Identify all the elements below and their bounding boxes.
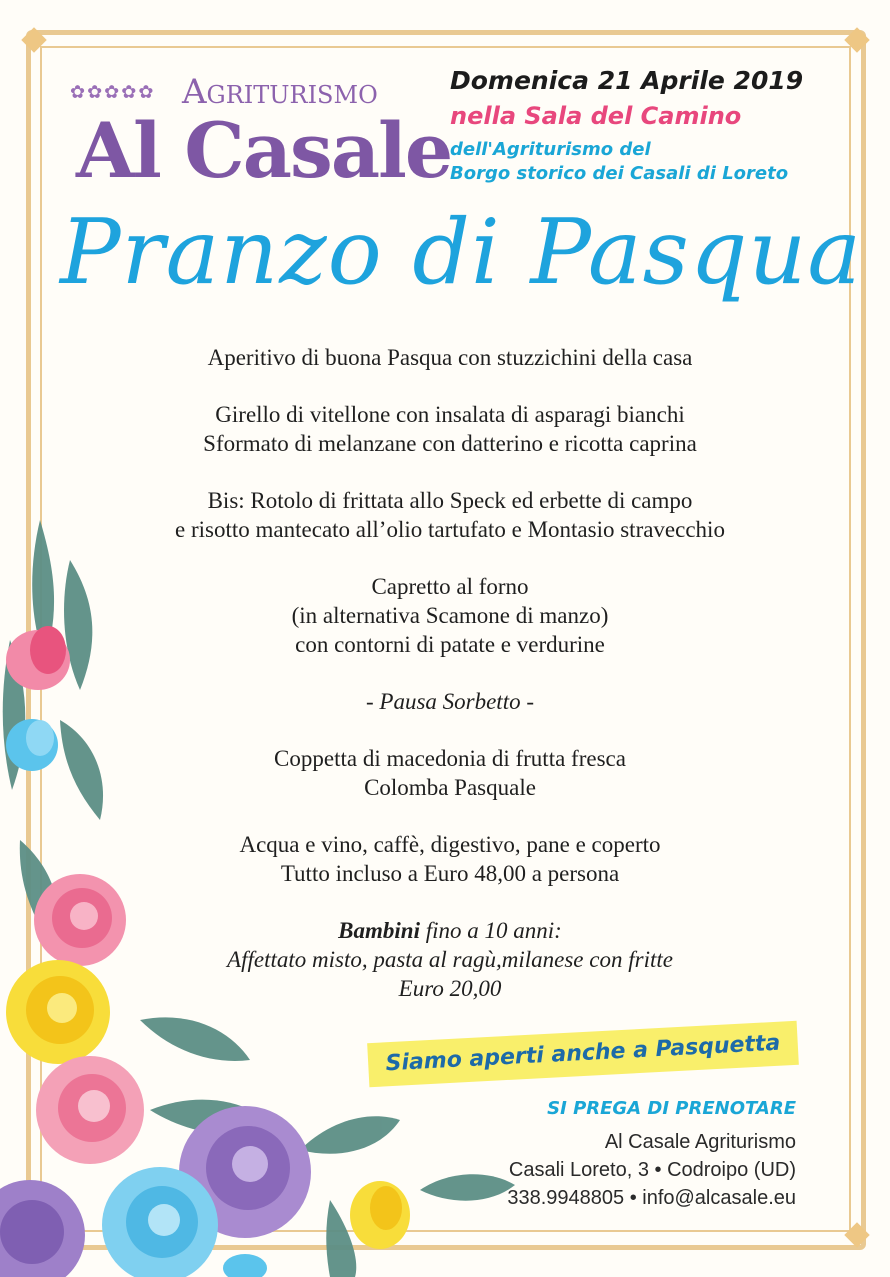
- event-date: Domenica 21 Aprile 2019: [450, 66, 804, 95]
- menu-bambini-rest: fino a 10 anni:: [419, 918, 562, 943]
- menu-secondo-3: con contorni di patate e verdurine: [295, 632, 605, 657]
- menu-antipasto-1: Girello di vitellone con insalata di asparagi bianchi: [215, 402, 685, 427]
- menu-secondo-1: Capretto al forno: [371, 574, 529, 599]
- event-place-line1: dell'Agriturismo del: [450, 139, 651, 160]
- menu-secondo-2: (in alternativa Scamone di manzo): [291, 603, 609, 628]
- contact-info: [400, 1128, 796, 1212]
- menu-pausa: - Pausa Sorbetto -: [365, 689, 534, 714]
- menu-bambini-3: Euro 20,00: [398, 976, 502, 1001]
- menu-dolce-2: Colomba Pasquale: [364, 775, 536, 800]
- menu-aperitivo: Aperitivo di buona Pasqua con stuzzichini della casa: [207, 345, 693, 370]
- page-title: Pranzo di Pasqua: [60, 200, 863, 305]
- reserve-notice: SI PREGA DI PRENOTARE: [547, 1098, 796, 1119]
- contact-phone-email: 338.9948805 • info@alcasale.eu: [507, 1187, 796, 1209]
- event-hall: nella Sala del Camino: [450, 102, 742, 130]
- menu-dolce-1: Coppetta di macedonia di frutta fresca: [274, 746, 626, 771]
- menu-bambini-1: [130, 916, 770, 945]
- logo-main-text: Al Casale: [76, 106, 452, 195]
- menu-bis-2: e risotto mantecato all’olio tartufato e Montasio stravecchio: [175, 517, 725, 542]
- menu-incluso-1: Acqua e vino, caffè, digestivo, pane e coperto: [239, 832, 661, 857]
- menu-bambini-2: Affettato misto, pasta al ragù,milanese con fritte: [227, 947, 673, 972]
- contact-address: Casali Loreto, 3 • Codroipo (UD): [508, 1159, 796, 1181]
- event-place-line2: Borgo storico dei Casali di Loreto: [450, 163, 789, 184]
- menu-incluso-2: Tutto incluso a Euro 48,00 a persona: [280, 861, 620, 886]
- menu: [130, 343, 770, 1031]
- contact-name: Al Casale Agriturismo: [604, 1131, 796, 1153]
- menu-bambini-bold: Bambini: [338, 918, 420, 943]
- menu-antipasto-2: Sformato di melanzane con datterino e ricotta caprina: [203, 431, 697, 456]
- event-place: [450, 138, 788, 186]
- logo-top-text: Agriturismo: [182, 72, 378, 112]
- menu-bis-1: Bis: Rotolo di frittata allo Speck ed erbette di campo: [207, 488, 693, 513]
- pasquetta-banner: Siamo aperti anche a Pasquetta: [367, 1021, 799, 1087]
- logo-flowers-icon: ✿✿✿✿✿: [70, 82, 156, 103]
